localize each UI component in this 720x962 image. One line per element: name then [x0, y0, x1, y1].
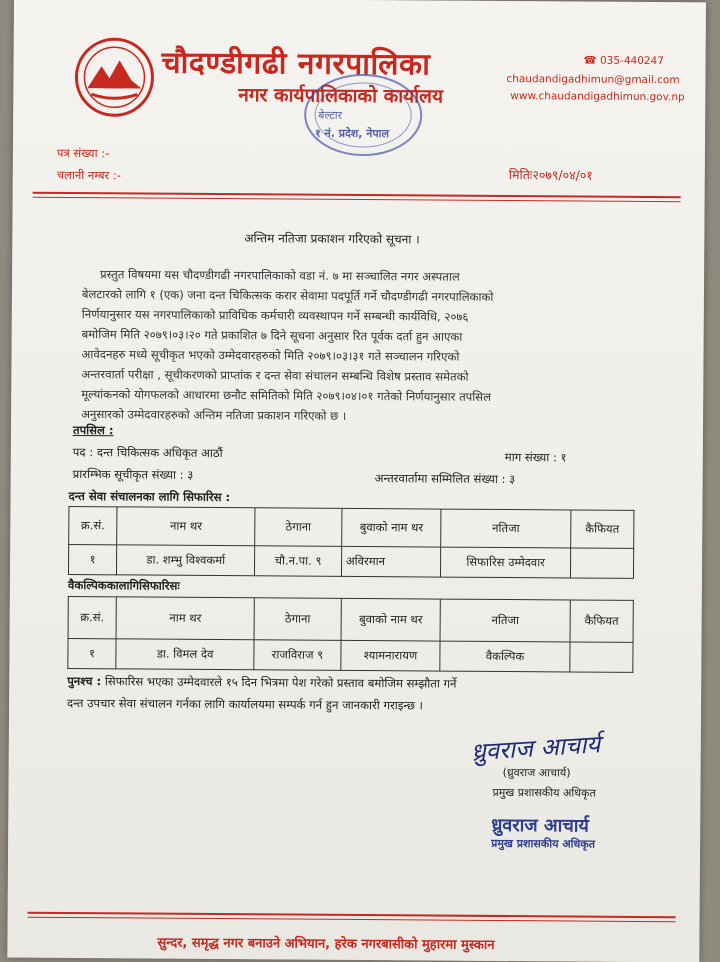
cell: १	[68, 638, 116, 668]
chalani-number-label: चलानी नम्बर :-	[56, 167, 121, 183]
col-header: ठेगाना	[255, 508, 342, 547]
cell: चौ.न.पा. ९	[255, 546, 342, 577]
cell: सिफारिस उम्मेदवार	[441, 547, 571, 578]
alternate-heading: वैकल्पिककालागिसिफारिसः	[67, 577, 180, 593]
emblem-logo	[73, 36, 156, 119]
phone-icon: ☎	[583, 54, 597, 67]
recommended-table	[68, 506, 634, 579]
col-header: नतिजा	[441, 509, 571, 548]
document-page	[7, 0, 706, 962]
col-header: कैफियत	[570, 600, 633, 642]
org-name: चौदण्डीगढी नगरपालिका	[161, 45, 431, 83]
website-url: www.chaudandigadhimun.gov.np	[510, 90, 685, 104]
shortlisted-count: प्रारम्भिक सूचीकृत संख्या : ३	[72, 467, 194, 482]
email-address: chaudandigadhimun@gmail.com	[506, 73, 680, 87]
body-line: प्रस्तुत विषयमा यस चौदण्डीगढी नगरपालिकाको वडा नं. ७ मा सञ्चालित नगर अस्पताल	[100, 267, 460, 284]
col-header: नाम थर	[116, 597, 254, 640]
signer-name: (ध्रुवराज आचार्य)	[502, 766, 571, 780]
body-line: अनुसारको उम्मेदवारहरुको अन्तिम नतिजा प्रकाशन गरिएको छ ।	[81, 407, 347, 423]
phone-number: ☎ 035-440247	[583, 54, 664, 68]
col-header: कैफियत	[571, 510, 634, 548]
cell: डा. शम्भु विश्वकर्मा	[117, 545, 255, 576]
date: मितिः२०७९/०४/०१	[508, 167, 593, 183]
signer-title: प्रमुख प्रशासकीय अधिकृत	[492, 785, 596, 800]
body-line: निर्णयानुसार यस नगरपालिकाको प्राविधिक कर्मचारी व्यवस्थापन गर्ने सम्बन्धी कार्यविधि, २०७६	[81, 307, 469, 324]
stamp-text-2: १ नं. प्रदेश, नेपाल	[315, 126, 390, 141]
notice-subject: अन्तिम नतिजा प्रकाशन गरिएको सूचना ।	[244, 231, 420, 247]
col-header: नाम थर	[117, 507, 255, 546]
cell	[570, 642, 633, 672]
col-header: बुवाको नाम थर	[341, 598, 441, 641]
postscript-line-1: पुनश्च : सिफारिस भएका उम्मेदवारले १५ दिन भित्रमा पेश गरेको प्रस्ताव बमोजिम सम्झौता गर्ने	[67, 673, 457, 691]
handwritten-signature: ध्रुवराज आचार्य	[470, 730, 602, 767]
tapasil-label: तपसिल :	[72, 423, 114, 438]
body-line: बेलटारको लागि १ (एक) जना दन्त चिकित्सक करार सेवामा पदपूर्ति गर्ने चौदण्डीगढी नगरपालिकाको	[81, 287, 494, 304]
col-header: क्र.सं.	[69, 506, 117, 544]
name-stamp: ध्रुवराज आचार्य	[491, 814, 589, 837]
table-row	[68, 544, 633, 578]
cell: डा. विमल देव	[116, 639, 254, 670]
interview-count: अन्तरवार्तामा सम्मिलित संख्या : ३	[374, 471, 516, 487]
body-line: आवेदनहरु मध्ये सूचीकृत भएको उम्मेदवारहरुको मिति २०७९।०३।३१ गते सञ्चालन गरिएको	[81, 347, 460, 364]
col-header: बुवाको नाम थर	[342, 508, 442, 547]
table-row	[68, 638, 633, 672]
col-header: क्र.सं.	[68, 596, 116, 638]
cell	[570, 548, 633, 578]
stamp-text-1: बेल्टार	[318, 108, 343, 122]
postscript-label: पुनश्च :	[67, 673, 102, 689]
body-line: अन्तरवार्ता परीक्षा , सूचीकरणको प्राप्तांक र दन्त सेवा संचालन सम्बन्धि विशेष प्रस्ताव समेतको	[81, 367, 469, 384]
title-stamp: प्रमुख प्रशासकीय अधिकृत	[491, 836, 596, 851]
notice-body	[81, 264, 650, 428]
patra-sankhya-label: पत्र संख्या :-	[56, 145, 110, 161]
body-line: बमोजिम मिति २०७९।०३।२० गते प्रकाशित ७ दिने सूचना अनुसार रित पूर्वक दर्ता हुन आएका	[81, 327, 463, 344]
cell: वैकल्पिक	[440, 641, 570, 672]
office-name: नगर कार्यपालिकाको कार्यालय	[238, 84, 444, 108]
cell: अविरमान	[341, 546, 441, 577]
cell: १	[68, 544, 116, 574]
post-title: पद : दन्त चिकित्सक अधिकृत आठौं	[72, 445, 223, 461]
col-header: नतिजा	[440, 599, 570, 642]
table-header-row	[69, 506, 634, 548]
col-header: ठेगाना	[254, 598, 341, 641]
postscript-line-2: दन्त उपचार सेवा संचालन गर्नका लागि कार्यालयमा सम्पर्क गर्न हुन जानकारी गराइन्छ ।	[67, 695, 424, 713]
alternate-table	[67, 596, 633, 673]
body-line: मूल्यांकनको योगफलको आधारमा छनौट समितिको मिति २०७९।०४।०१ गतेको निर्णयानुसार तपसिल	[81, 387, 492, 404]
recommended-heading: दन्त सेवा संचालनका लागि सिफारिस :	[68, 488, 231, 505]
cell: श्यामनारायण	[341, 640, 441, 671]
footer-slogan: सुन्दर, समृद्ध नगर बनाउने अभियान, हरेक नगरबासीको मुहारमा मुस्कान	[157, 935, 495, 953]
cell: राजविराज ९	[254, 640, 341, 671]
table-header-row	[68, 596, 633, 642]
demand-count: माग संख्या : १	[504, 450, 567, 465]
